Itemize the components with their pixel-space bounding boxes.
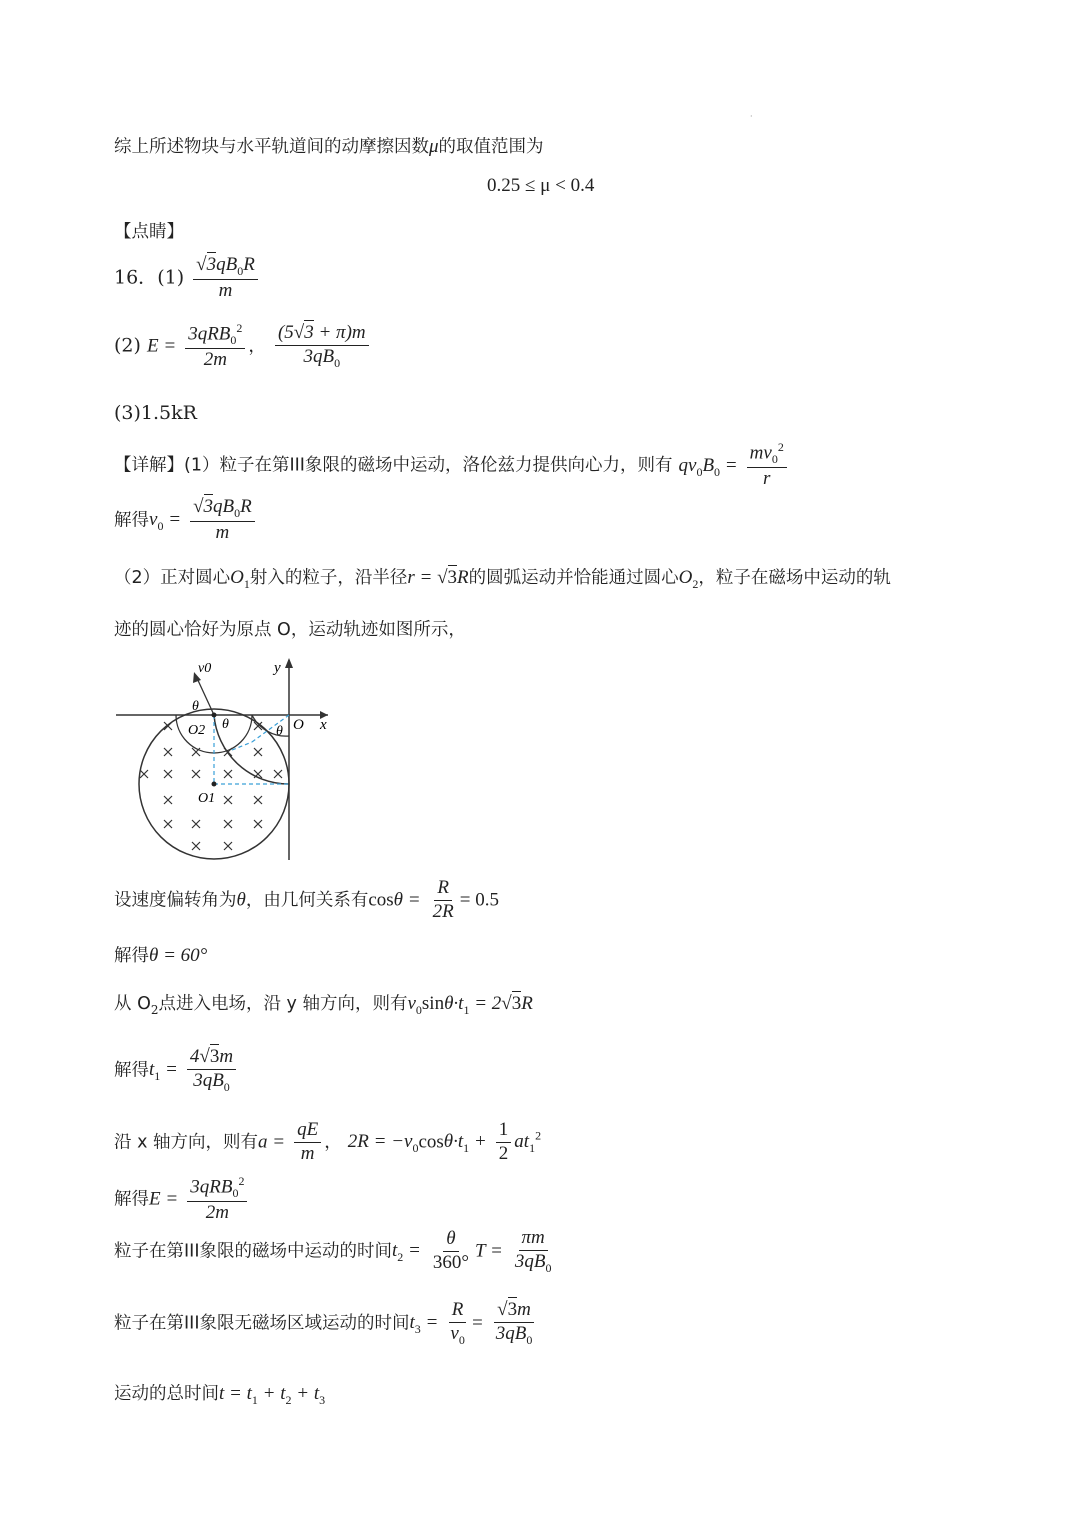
field-crosses	[140, 722, 282, 850]
label-y: y	[274, 660, 281, 676]
stray-dot: ·	[750, 112, 753, 121]
answer-1: 16．(1) $\frac{√3qB_0R}{m}$	[114, 255, 261, 302]
intro-text: 综上所述物块与水平轨道间的动摩擦因数	[114, 137, 429, 157]
intro-suffix: 的取值范围为	[438, 137, 544, 157]
answer-3: (3)1.5kR	[114, 402, 197, 424]
label-o: O	[293, 717, 304, 733]
label-o1: O1	[198, 791, 216, 806]
label-o2: O2	[188, 723, 206, 738]
label-v0: v0	[198, 661, 212, 676]
mu-symbol: μ	[429, 136, 439, 157]
ans2-fraction-e: $\frac{3qRB_0^2}{2m}$	[185, 322, 245, 371]
range-formula: 0.25 ≤ μ < 0.4	[487, 175, 595, 196]
problem-number: 16．	[114, 266, 158, 289]
dianjing-heading: 【点睛】	[114, 222, 184, 242]
solve-v0: 解得$v_0$ = $\frac{√3qB_0R}{m}$	[114, 497, 258, 544]
t2-line: 粒子在第III象限的磁场中运动的时间$t_2$ = $\frac{\theta}{360^\circ}$ T = $\frac{\pi m}{3qB_0}$	[114, 1227, 552, 1275]
label-x: x	[320, 717, 327, 733]
intro-line	[114, 133, 544, 158]
t3-line: 粒子在第III象限无磁场区域运动的时间$t_3$ = $\frac{R}{v_0}$ = $\frac{√3m}{3qB_0}$	[114, 1299, 533, 1347]
trajectory-diagram	[110, 652, 340, 867]
ans1-fraction: $\frac{√3qB_0R}{m}$	[193, 255, 258, 302]
theta-result: 解得θ = 60°	[114, 945, 208, 966]
label-theta-1: θ	[192, 699, 199, 714]
angle-line: 设速度偏转角为θ，由几何关系有cosθ = $\frac{R}{2R}$ = 0.5	[114, 877, 499, 922]
detail-step-1: 【详解】(1）粒子在第III象限的磁场中运动，洛伦兹力提供向心力，则有 $qv_0B_0$ = $\frac{mv_0^2}{r}$	[114, 441, 790, 490]
y-direction-line: 从 $O_2$点进入电场，沿 y 轴方向，则有$v_0\sin\theta\cdot t_1 = 2√3R$	[114, 993, 533, 1017]
step-2-line-1: （2）正对圆心$O_1$射入的粒子，沿半径r = √3R的圆弧运动并恰能通过圆心$O_2$，粒子在磁场中运动的轨	[114, 567, 891, 591]
label-theta-3: θ	[276, 724, 283, 739]
total-time-line: 运动的总时间$t = t_1 + t_2 + t_3$	[114, 1383, 326, 1407]
answer-2: (2) E = $\frac{3qRB_0^2}{2m}$ ， $\frac{(5√3 + \pi)m}{3qB_0}$	[114, 322, 372, 371]
solve-e: 解得E = $\frac{3qRB_0^2}{2m}$	[114, 1175, 250, 1224]
x-direction-line: 沿 x 轴方向，则有a = $\frac{qE}{m}$ ， $2R = -v_0\cos\theta\cdot t_1$ + $\frac{1}{2}$ $at_1^2$	[114, 1119, 542, 1164]
solve-t1: 解得$t_1$ = $\frac{4√3m}{3qB_0}$	[114, 1047, 239, 1094]
label-theta-2: θ	[222, 717, 229, 732]
step-2-line-2: 迹的圆心恰好为原点 O，运动轨迹如图所示，	[114, 620, 466, 640]
ans2-fraction-t: $\frac{(5√3 + \pi)m}{3qB_0}$	[275, 323, 369, 370]
